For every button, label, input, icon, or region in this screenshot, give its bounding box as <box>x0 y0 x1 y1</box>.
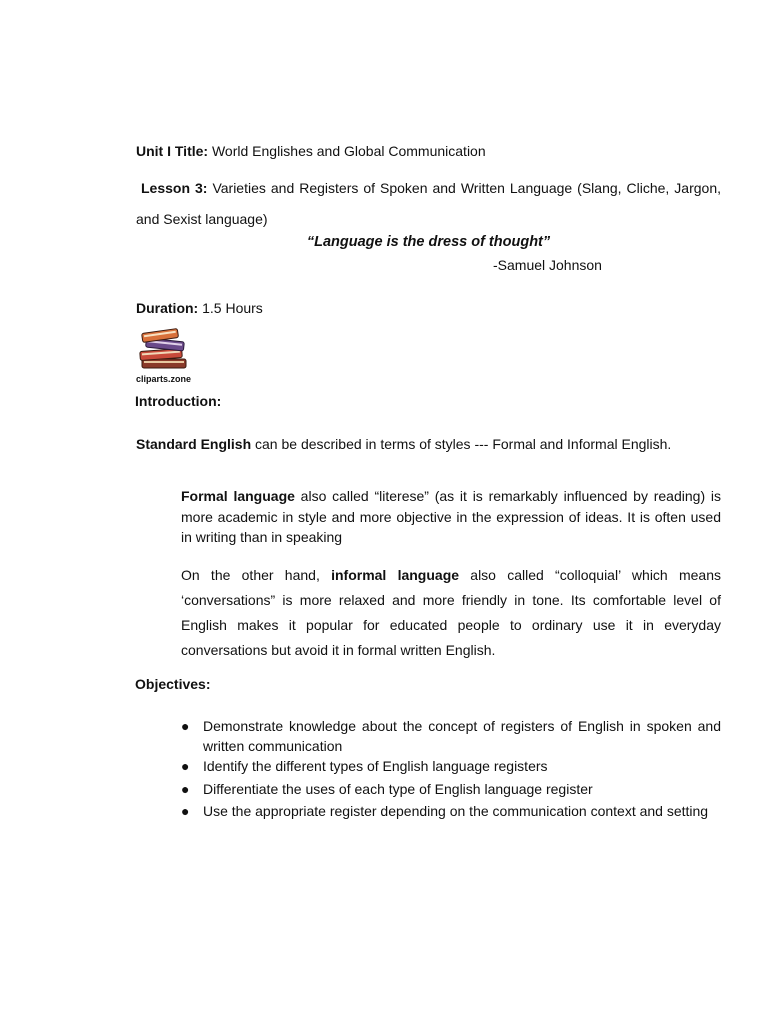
informal-language-term: informal language <box>331 567 460 583</box>
bullet-icon: ● <box>181 781 190 797</box>
informal-language-paragraph <box>181 563 721 663</box>
lesson-value: Varieties and Registers of Spoken and Written Language (Slang, Cliche, Jargon, and Sexist language) <box>136 180 722 227</box>
quote-text: “Language is the dress of thought” <box>306 234 551 250</box>
clipart-caption: cliparts.zone <box>136 374 192 384</box>
formal-language-paragraph <box>181 486 721 548</box>
standard-english-paragraph <box>136 436 736 452</box>
standard-english-term: Standard English <box>136 436 252 452</box>
objective-item <box>181 801 721 821</box>
objectives-heading: Objectives: <box>135 676 211 692</box>
objective-text: Differentiate the uses of each type of English language register <box>203 781 593 797</box>
unit-title-value: World Englishes and Global Communication <box>211 143 486 159</box>
objective-text: Demonstrate knowledge about the concept of registers of English in spoken and written communication <box>203 718 721 754</box>
unit-title-line <box>136 143 736 159</box>
lesson-line <box>136 173 721 235</box>
books-stack-icon <box>136 325 196 371</box>
duration-line <box>136 300 263 316</box>
objective-item <box>181 756 721 776</box>
lesson-label: Lesson 3: <box>141 180 208 196</box>
objective-item <box>181 779 721 799</box>
informal-language-text: also called “colloquial’ which means ‘conversations” is more relaxed and more friendly in tone. Its comfortable level of English makes it popular for educated people to ordinary use it in everyday conversations but avoid it in formal written English. <box>181 567 721 658</box>
standard-english-text: can be described in terms of styles --- Formal and Informal English. <box>251 436 672 452</box>
duration-label: Duration: <box>136 300 199 316</box>
bullet-icon: ● <box>181 718 190 734</box>
introduction-heading: Introduction: <box>135 393 222 409</box>
informal-language-prefix: On the other hand, <box>181 567 332 583</box>
bullet-icon: ● <box>181 803 190 819</box>
quote-author: -Samuel Johnson <box>493 257 602 273</box>
objective-item <box>181 716 721 756</box>
objective-text: Identify the different types of English language registers <box>203 758 548 774</box>
objective-text: Use the appropriate register depending on the communication context and setting <box>203 803 709 819</box>
formal-language-term: Formal language <box>181 488 295 504</box>
unit-title-label: Unit I Title: <box>136 143 209 159</box>
formal-language-text: also called “literese” (as it is remarkably influenced by reading) is more academic in style and more objective in the expression of ideas. It is often used in writing than in speaking <box>181 488 721 545</box>
duration-value: 1.5 Hours <box>202 300 263 316</box>
bullet-icon: ● <box>181 758 190 774</box>
